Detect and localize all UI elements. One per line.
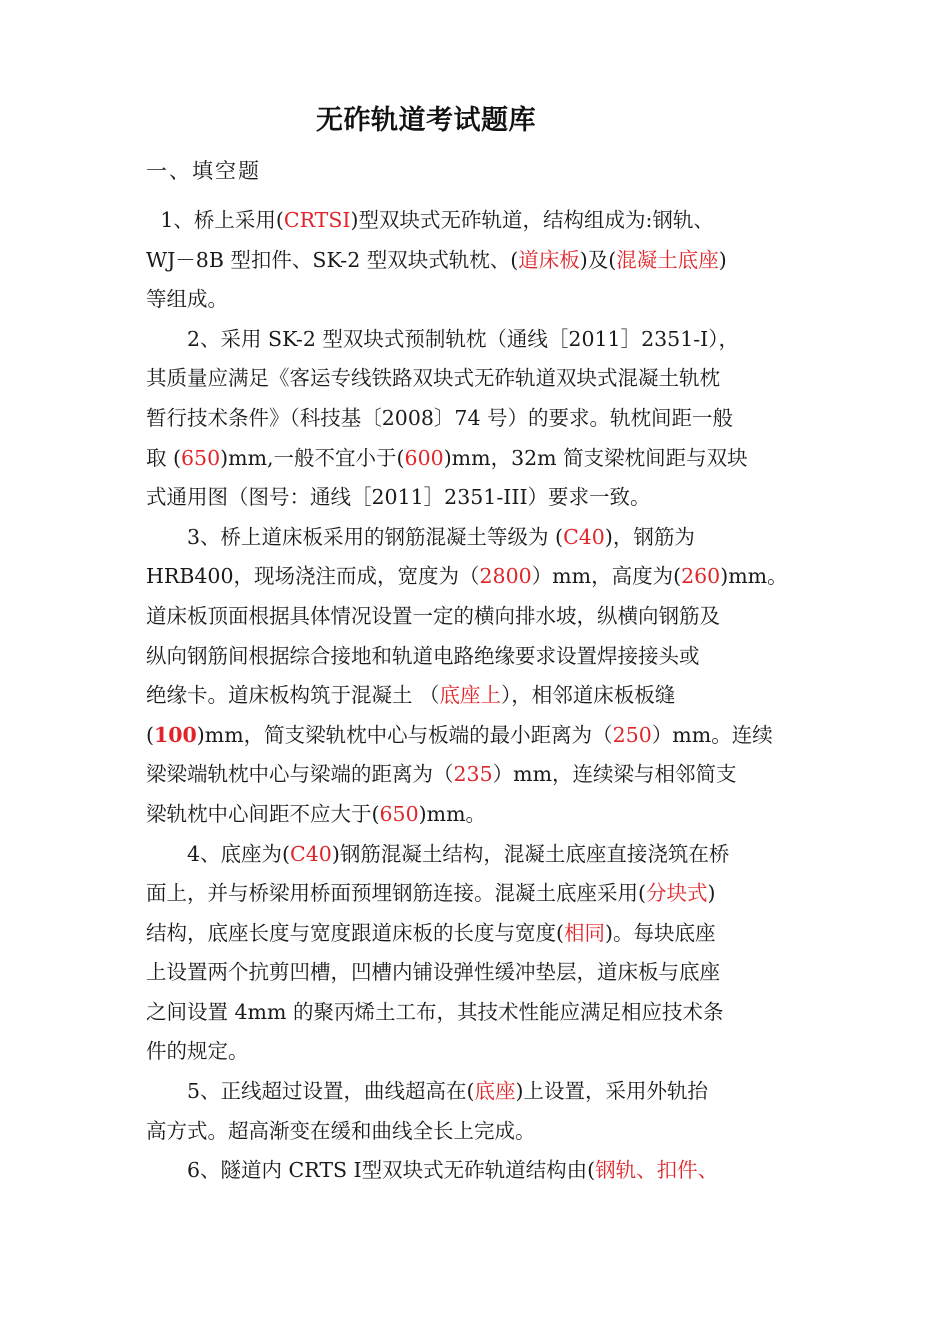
- line-text: 1、桥上采用(: [160, 208, 284, 232]
- text-line: [146, 1072, 810, 1112]
- answer-text: 相同: [564, 920, 605, 945]
- line-text: ): [707, 881, 716, 906]
- text-line: [146, 676, 810, 716]
- line-text: 纵向钢筋间根据综合接地和轨道电路绝缘要求设置焊接接头或: [146, 643, 700, 668]
- text-line: [146, 795, 810, 835]
- text-line: [146, 439, 810, 479]
- section-heading-fill-in-blank: 一、填空题: [146, 159, 261, 183]
- line-text: )。每块底座: [605, 920, 716, 945]
- text-line: [146, 241, 810, 281]
- text-line: [146, 993, 810, 1033]
- text-line: [146, 755, 810, 795]
- answer-text: 底座: [474, 1079, 516, 1104]
- text-line: [146, 478, 810, 518]
- line-text: 3、桥上道床板采用的钢筋混凝土等级为 (: [187, 524, 564, 549]
- text-line: [146, 201, 810, 241]
- line-text: 上设置两个抗剪凹槽，凹槽内铺设弹性缓冲垫层，道床板与底座: [146, 960, 720, 985]
- text-line: [146, 359, 810, 399]
- answer-text: 600: [404, 445, 444, 470]
- line-text: 等组成。: [146, 287, 228, 312]
- answer-text: C40: [290, 841, 332, 866]
- answer-text: 235: [453, 762, 493, 787]
- line-text: 其质量应满足《客运专线铁路双块式无砟轨道双块式混凝土轨枕: [146, 366, 720, 391]
- text-line: [146, 637, 810, 677]
- line-text: WJ－8B 型扣件、SK-2 型双块式轨枕、(: [146, 247, 519, 272]
- line-text: ）mm，连续梁与相邻简支: [492, 762, 737, 787]
- text-line: [146, 914, 810, 954]
- line-text: 2、采用 SK-2 型双块式预制轨枕（通线［2011］2351-Ⅰ），: [187, 326, 740, 351]
- text-line: [146, 1151, 810, 1191]
- answer-text: 道床板: [518, 247, 580, 272]
- line-text: ): [718, 247, 727, 272]
- line-text: 5、正线超过设置，曲线超高在(: [187, 1079, 475, 1104]
- line-text: )mm,一般不宜小于(: [220, 445, 405, 470]
- line-text: )mm，32m 简支梁枕间距与双块: [443, 445, 748, 470]
- text-line: [146, 716, 810, 756]
- text-line: [146, 874, 810, 914]
- line-text: 件的规定。: [146, 1039, 249, 1064]
- line-text: HRB400，现场浇注而成，宽度为（: [146, 564, 480, 589]
- text-line: [146, 953, 810, 993]
- line-text: )mm。: [720, 564, 788, 589]
- line-text: ）mm。连续: [651, 722, 773, 747]
- text-line: [146, 1112, 810, 1152]
- text-line: [146, 835, 810, 875]
- line-text: (: [146, 722, 154, 747]
- text-line: [146, 280, 810, 320]
- line-text: 暂行技术条件》（科技基〔2008〕74 号）的要求。轨枕间距一般: [146, 405, 734, 430]
- line-text: )钢筋混凝土结构，混凝土底座直接浇筑在桥: [331, 841, 730, 866]
- answer-text: 分块式: [646, 881, 708, 906]
- answer-text: 650: [379, 801, 419, 826]
- line-text: )及(: [579, 247, 617, 272]
- line-text: )，钢筋为: [604, 524, 695, 549]
- line-text: 取 (: [146, 445, 182, 470]
- answer-text: 2800: [479, 564, 532, 589]
- answer-text: 250: [612, 722, 652, 747]
- text-line: [146, 320, 810, 360]
- text-line: [146, 557, 810, 597]
- line-text: 面上，并与桥梁用桥面预埋钢筋连接。混凝土底座采用(: [146, 881, 646, 906]
- answer-text: 底座上: [439, 683, 502, 708]
- line-text: ）mm，高度为(: [531, 564, 682, 589]
- text-line: [146, 518, 810, 558]
- line-text: )mm，简支梁轨枕中心与板端的最小距离为（: [196, 722, 613, 747]
- line-text: 式通用图（图号：通线［2011］2351-III）要求一致。: [146, 485, 651, 510]
- line-text: 梁轨枕中心间距不应大于(: [146, 801, 380, 826]
- answer-text: 260: [681, 564, 721, 589]
- document-title: 无砟轨道考试题库: [316, 105, 536, 136]
- answer-text: CRTSⅠ: [283, 208, 351, 232]
- line-text: 之间设置 4mm 的聚丙烯土工布，其技术性能应满足相应技术条: [146, 999, 724, 1024]
- line-text: 结构，底座长度与宽度跟道床板的长度与宽度(: [146, 920, 564, 945]
- question-body: [146, 201, 810, 1191]
- line-text: )上设置，采用外轨抬: [515, 1079, 709, 1104]
- answer-text: 混凝土底座: [616, 247, 719, 272]
- line-text: )mm。: [418, 801, 487, 826]
- answer-text: 650: [181, 445, 221, 470]
- line-text: )型双块式无砟轨道，结构组成为:钢轨、: [350, 208, 714, 232]
- line-text: 梁梁端轨枕中心与梁端的距离为（: [146, 762, 454, 787]
- text-line: [146, 597, 810, 637]
- line-text: 绝缘卡。道床板构筑于混凝土 （: [146, 683, 440, 708]
- answer-text: 钢轨、扣件、: [595, 1158, 719, 1183]
- line-text: 道床板顶面根据具体情况设置一定的横向排水坡，纵横向钢筋及: [146, 603, 720, 628]
- line-text: 4、底座为(: [187, 841, 291, 866]
- text-line: [146, 399, 810, 439]
- line-text: 6、隧道内 CRTS Ⅰ型双块式无砟轨道结构由(: [187, 1158, 596, 1183]
- answer-text: 100: [154, 722, 197, 747]
- text-line: [146, 1032, 810, 1072]
- line-text: ），相邻道床板板缝: [501, 683, 676, 708]
- answer-text: C40: [563, 524, 605, 549]
- line-text: 高方式。超高渐变在缓和曲线全长上完成。: [146, 1118, 536, 1143]
